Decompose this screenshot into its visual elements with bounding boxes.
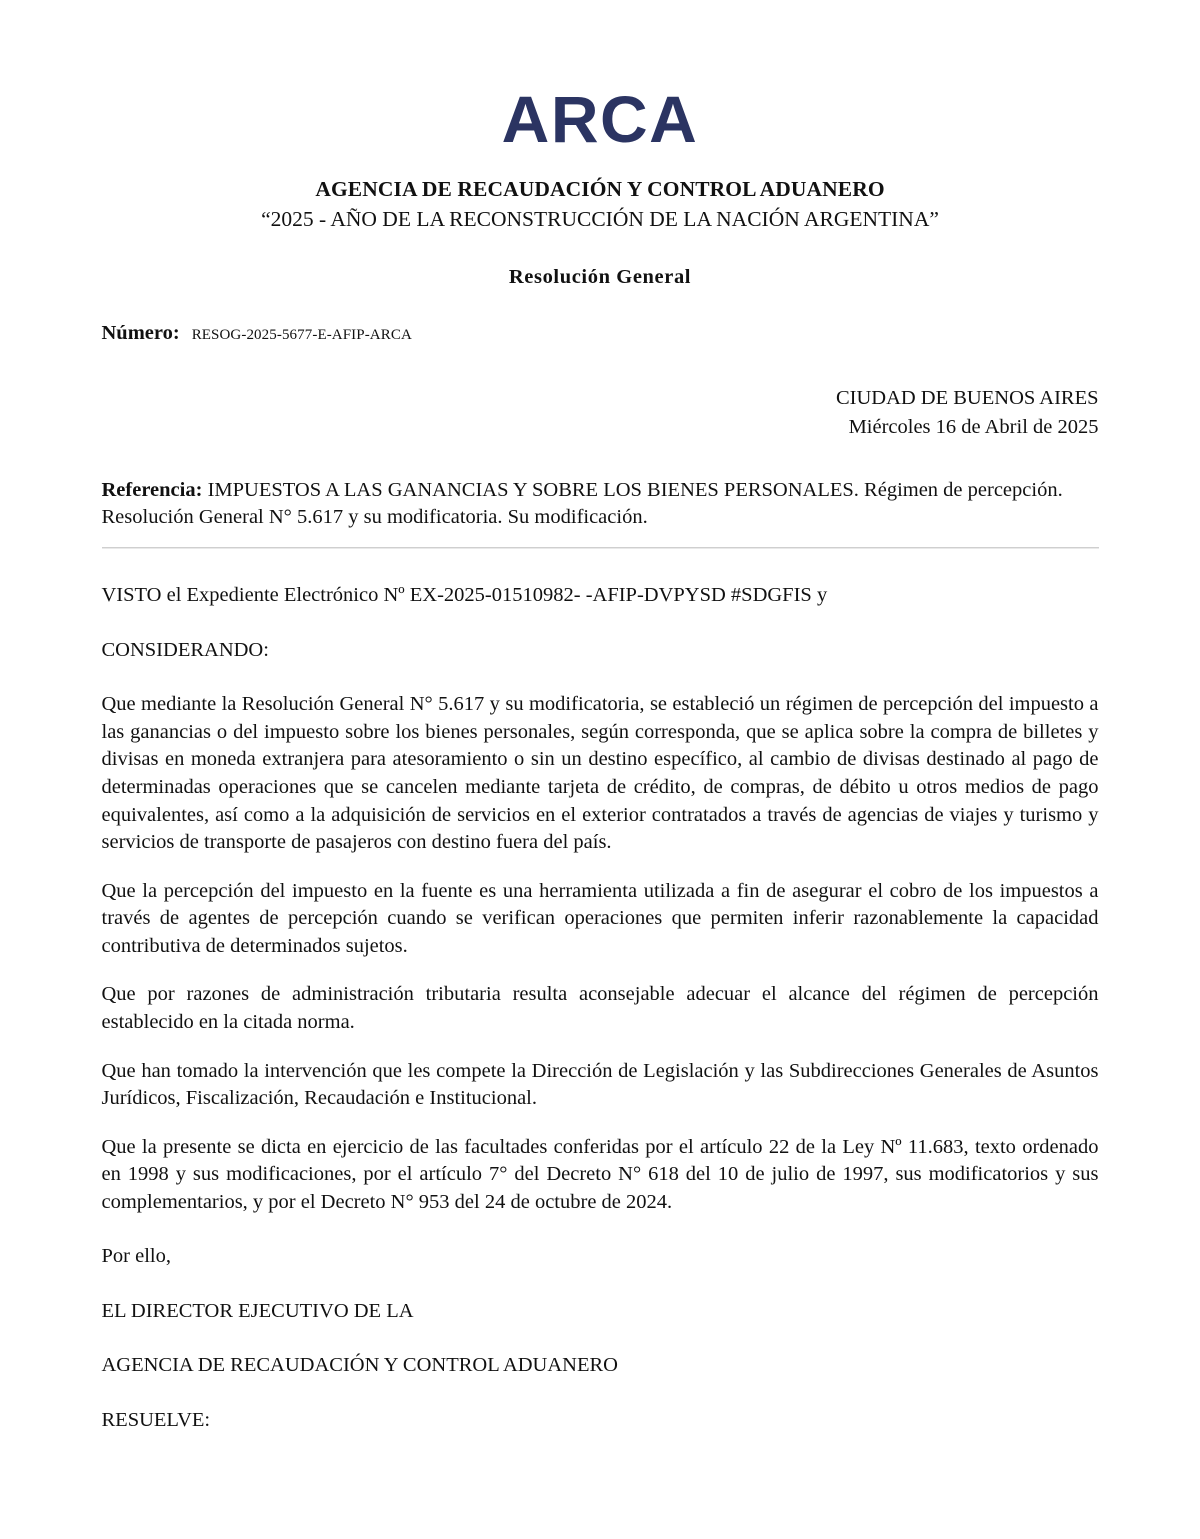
visto-paragraph: VISTO el Expediente Electrónico Nº EX-2025-01510982- -AFIP-DVPYSD #SDGFIS y [101,584,828,607]
considerando-paragraph-1: Que mediante la Resolución General N° 5.617 y su modificatoria, se estableció un régimen de percepción del impuesto a las ganancias o del impuesto sobre los bienes personales, según corresponda, que se aplica sobre la compra de billetes y divisas en moneda extranjera para atesoramiento o sin un destino específico, al cambio de divisas destinado al pago de determinadas operaciones que se cancelen mediante tarjeta de crédito, de compras, de débito u otros medios de pago equivalentes, así como a la adquisición de servicios en el exterior contratados a través de agencias de viajes y turismo y servicios de transporte de pasajeros con destino fuera del país. [101,693,1099,854]
document-type-heading: Resolución General [508,266,692,289]
numero-value: RESOG-2025-5677-E-AFIP-ARCA [191,327,412,344]
considerando-heading: CONSIDERANDO: [101,638,269,661]
referencia-label: Referencia: [101,478,203,501]
referencia-text: IMPUESTOS A LAS GANANCIAS Y SOBRE LOS BIENES PERSONALES. Régimen de percepción. Resolución General N° 5.617 y su modificatoria. Su modificación. [101,478,1063,528]
authority-line-2: AGENCIA DE RECAUDACIÓN Y CONTROL ADUANERO [101,1354,618,1377]
document-content [102,322,1099,1434]
horizontal-divider [102,547,1099,549]
place-line: CIUDAD DE BUENOS AIRES [835,387,1099,410]
numero-label: Número: [101,322,180,345]
considerando-paragraph-2: Que la percepción del impuesto en la fuente es una herramienta utilizada a fin de asegurar el cobro de los impuestos a través de agentes de percepción cuando se verifican operaciones que permiten inferir razonablemente la capacidad contributiva de determinados sujetos. [101,879,1099,957]
organization-title: AGENCIA DE RECAUDACIÓN Y CONTROL ADUANERO [315,177,885,201]
authority-line-1: EL DIRECTOR EJECUTIVO DE LA [101,1299,414,1322]
considerando-paragraph-4: Que han tomado la intervención que les compete la Dirección de Legislación y las Subdirecciones Generales de Asuntos Jurídicos, Fiscalización, Recaudación e Institucional. [101,1059,1099,1110]
place-date-block [102,385,1099,441]
arca-logo-wordmark: ARCA [501,82,699,156]
referencia-block [102,477,1099,530]
considerando-paragraph-5: Que la presente se dicta en ejercicio de las facultades conferidas por el artículo 22 de la Ley Nº 11.683, texto ordenado en 1998 y sus modificaciones, por el artículo 7° del Decreto N° 618 del 10 de julio de 1997, sus modificatorios y sus complementarios, y por el Decreto N° 953 del 24 de octubre de 2024. [101,1135,1099,1213]
numero-row [102,322,1099,345]
year-motto: “2025 - AÑO DE LA RECONSTRUCCIÓN DE LA NACIÓN ARGENTINA” [261,207,939,232]
resuelve-heading: RESUELVE: [101,1409,211,1432]
date-line: Miércoles 16 de Abril de 2025 [848,415,1099,438]
arca-logo [0,0,1200,156]
document-body [102,582,1099,1434]
por-ello-line: Por ello, [101,1245,171,1268]
considerando-paragraph-3: Que por razones de administración tributaria resulta aconsejable adecuar el alcance del régimen de percepción establecido en la citada norma. [101,983,1099,1033]
